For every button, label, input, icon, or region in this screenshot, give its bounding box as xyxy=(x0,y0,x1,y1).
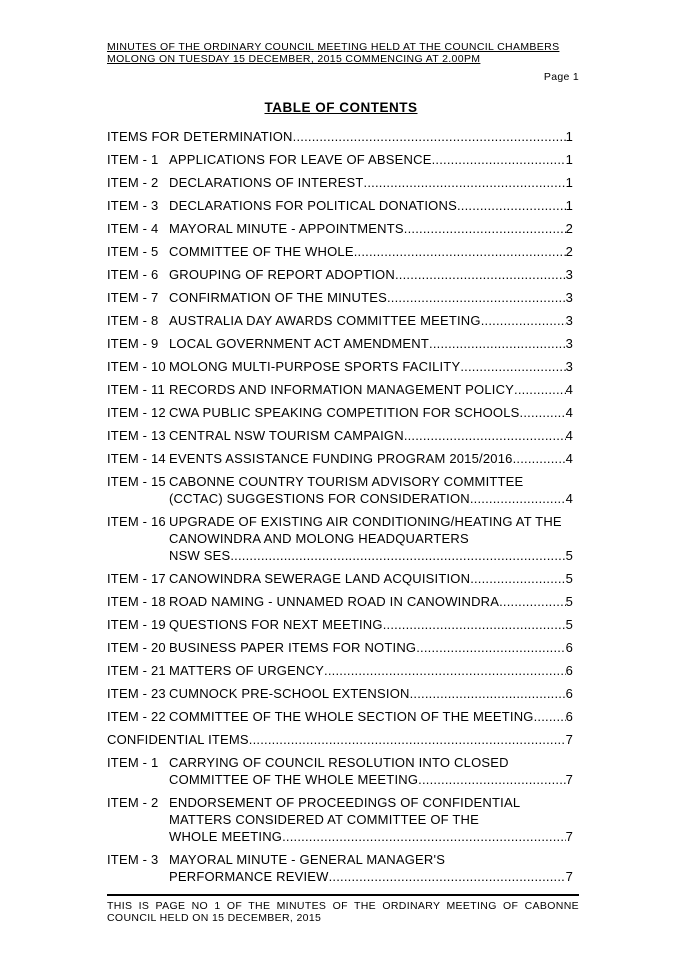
toc-item-title: COMMITTEE OF THE WHOLE SECTION OF THE MEETING xyxy=(169,709,534,724)
toc-page-number: 4 xyxy=(565,382,573,397)
toc-page-number: 2 xyxy=(565,244,573,259)
toc-entry-body xyxy=(169,473,573,507)
toc-entry xyxy=(107,450,573,467)
toc-item-number: ITEM - 2 xyxy=(107,175,159,190)
toc-item-title: NSW SES xyxy=(169,548,231,563)
page-footer xyxy=(107,894,579,924)
toc-item-number: ITEM - 6 xyxy=(107,267,159,282)
toc-item-line xyxy=(169,335,573,352)
toc-item-title: WHOLE MEETING xyxy=(169,829,283,844)
toc-entry xyxy=(107,731,573,748)
dot-leader xyxy=(499,593,565,610)
toc-entry-body xyxy=(169,266,573,283)
toc-entry-body xyxy=(169,616,573,633)
toc-item-number: ITEM - 7 xyxy=(107,290,159,305)
toc-entry-body xyxy=(169,312,573,329)
toc-item-line xyxy=(169,450,573,467)
page-number: Page 1 xyxy=(543,71,579,83)
toc-item-line xyxy=(169,220,573,237)
toc-item-line xyxy=(169,151,573,168)
toc-entry xyxy=(107,151,573,168)
toc-item-title: BUSINESS PAPER ITEMS FOR NOTING xyxy=(169,640,417,655)
toc-item-title: CWA PUBLIC SPEAKING COMPETITION FOR SCHOOLS xyxy=(169,405,520,420)
toc-item-line xyxy=(169,547,573,564)
toc-item-title: MOLONG MULTI-PURPOSE SPORTS FACILITY xyxy=(169,359,461,374)
toc-item-number: ITEM - 1 xyxy=(107,152,159,167)
toc-item-number: ITEM - 5 xyxy=(107,244,159,259)
toc-item-line xyxy=(169,708,573,725)
toc-page-number: 6 xyxy=(565,663,573,678)
toc-item-number: ITEM - 22 xyxy=(107,709,166,724)
toc-item-line xyxy=(169,197,573,214)
toc-page-number: 1 xyxy=(565,129,573,144)
toc-item-number: ITEM - 8 xyxy=(107,313,159,328)
toc-page-number: 1 xyxy=(565,152,573,167)
toc-item-title: CONFIDENTIAL ITEMS xyxy=(107,732,249,747)
toc-item-title-lead: UPGRADE OF EXISTING AIR CONDITIONING/HEATING AT THE CANOWINDRA AND MOLONG HEADQUARTERS xyxy=(169,514,562,546)
toc-page-number: 4 xyxy=(565,491,573,506)
dot-leader xyxy=(383,616,566,633)
toc-item-number: ITEM - 18 xyxy=(107,594,166,609)
toc-item-line xyxy=(169,868,573,885)
toc-item-title-lead: MAYORAL MINUTE - GENERAL MANAGER'S xyxy=(169,852,446,867)
toc-entry xyxy=(107,708,573,725)
dot-leader xyxy=(329,868,566,885)
toc-page-number: 5 xyxy=(565,571,573,586)
page-header xyxy=(107,41,579,83)
toc-entry xyxy=(107,243,573,260)
toc-entry-body xyxy=(169,381,573,398)
toc-item-line xyxy=(169,639,573,656)
dot-leader xyxy=(429,335,566,352)
toc-entry-body xyxy=(169,151,573,168)
toc-item-number: ITEM - 13 xyxy=(107,428,166,443)
toc-item-number: ITEM - 17 xyxy=(107,571,166,586)
toc-entry-body xyxy=(169,220,573,237)
toc-entry-body xyxy=(169,513,573,564)
toc-item-title: EVENTS ASSISTANCE FUNDING PROGRAM 2015/2016 xyxy=(169,451,513,466)
dot-leader xyxy=(282,828,565,845)
toc-item-number: ITEM - 14 xyxy=(107,451,166,466)
toc-entry xyxy=(107,851,573,885)
toc-page-number: 5 xyxy=(565,594,573,609)
toc-item-title: COMMITTEE OF THE WHOLE MEETING xyxy=(169,772,419,787)
dot-leader xyxy=(230,547,565,564)
toc-item-line xyxy=(169,828,573,845)
dot-leader xyxy=(293,128,566,145)
toc-item-number: ITEM - 3 xyxy=(107,198,159,213)
toc-entry xyxy=(107,404,573,421)
toc-entry-body xyxy=(169,427,573,444)
toc-item-number: ITEM - 10 xyxy=(107,359,166,374)
toc-entry-body xyxy=(169,754,573,788)
toc-entry xyxy=(107,358,573,375)
toc-entry-body xyxy=(169,450,573,467)
toc-item-line xyxy=(169,312,573,329)
toc-entry xyxy=(107,312,573,329)
toc-entry-body xyxy=(169,289,573,306)
toc-entry xyxy=(107,570,573,587)
dot-leader xyxy=(514,381,566,398)
toc-entry xyxy=(107,427,573,444)
dot-leader xyxy=(404,220,566,237)
toc-entry-body xyxy=(169,335,573,352)
toc-item-number: ITEM - 3 xyxy=(107,852,159,867)
toc-entry xyxy=(107,685,573,702)
toc-item-line xyxy=(169,358,573,375)
toc-page-number: 6 xyxy=(565,640,573,655)
toc-entry-body xyxy=(169,243,573,260)
toc-entry-body xyxy=(169,174,573,191)
toc-item-line xyxy=(169,243,573,260)
toc-entry xyxy=(107,289,573,306)
dot-leader xyxy=(404,427,566,444)
toc-entry xyxy=(107,662,573,679)
toc-entry xyxy=(107,794,573,845)
toc-item-number: ITEM - 15 xyxy=(107,474,166,489)
dot-leader xyxy=(410,685,566,702)
toc-page-number: 4 xyxy=(565,451,573,466)
dot-leader xyxy=(520,404,566,421)
dot-leader xyxy=(395,266,566,283)
toc-item-number: ITEM - 16 xyxy=(107,514,166,529)
toc-item-title: (CCTAC) SUGGESTIONS FOR CONSIDERATION xyxy=(169,491,470,506)
dot-leader xyxy=(470,570,565,587)
toc-item-line xyxy=(169,404,573,421)
toc-entry xyxy=(107,220,573,237)
toc-item-number: ITEM - 9 xyxy=(107,336,159,351)
toc-item-line xyxy=(169,427,573,444)
toc-page-number: 6 xyxy=(565,709,573,724)
toc-entry xyxy=(107,174,573,191)
toc-page-number: 4 xyxy=(565,405,573,420)
toc-item-title: PERFORMANCE REVIEW xyxy=(169,869,329,884)
toc-item-number: ITEM - 21 xyxy=(107,663,166,678)
toc-entry xyxy=(107,197,573,214)
toc-entry-body xyxy=(169,593,573,610)
dot-leader xyxy=(481,312,566,329)
toc-item-title: CENTRAL NSW TOURISM CAMPAIGN xyxy=(169,428,404,443)
toc-item-title: AUSTRALIA DAY AWARDS COMMITTEE MEETING xyxy=(169,313,481,328)
toc-page-number: 3 xyxy=(565,359,573,374)
toc-item-line xyxy=(169,662,573,679)
toc-entry-body xyxy=(107,128,573,145)
toc-page-number: 1 xyxy=(565,198,573,213)
toc-item-title-lead: CARRYING OF COUNCIL RESOLUTION INTO CLOSED xyxy=(169,755,509,770)
toc-item-title: APPLICATIONS FOR LEAVE OF ABSENCE xyxy=(169,152,432,167)
toc-entry xyxy=(107,128,573,145)
toc-page-number: 6 xyxy=(565,686,573,701)
toc-item-title: DECLARATIONS FOR POLITICAL DONATIONS xyxy=(169,198,457,213)
toc-entry xyxy=(107,335,573,352)
footer-text: THIS IS PAGE NO 1 OF THE MINUTES OF THE ORDINARY MEETING OF CABONNE COUNCIL HELD ON 15 DECEMBER, 2015 xyxy=(107,900,579,924)
toc-item-line xyxy=(169,771,573,788)
toc-entry-body xyxy=(169,570,573,587)
toc-item-title: CONFIRMATION OF THE MINUTES xyxy=(169,290,387,305)
toc-item-number: ITEM - 23 xyxy=(107,686,166,701)
toc-entry-body xyxy=(169,358,573,375)
toc-page-number: 2 xyxy=(565,221,573,236)
toc-item-title: DECLARATIONS OF INTEREST xyxy=(169,175,364,190)
toc-page-number: 5 xyxy=(565,617,573,632)
dot-leader xyxy=(416,639,565,656)
toc-page-number: 7 xyxy=(565,732,573,747)
dot-leader xyxy=(457,197,566,214)
toc-page-number: 7 xyxy=(565,772,573,787)
toc-entry-body xyxy=(169,685,573,702)
toc-item-line xyxy=(169,593,573,610)
dot-leader xyxy=(354,243,566,260)
toc-item-title: QUESTIONS FOR NEXT MEETING xyxy=(169,617,383,632)
toc-page-number: 3 xyxy=(565,313,573,328)
dot-leader xyxy=(324,662,566,679)
toc-item-line xyxy=(169,490,573,507)
toc-title: TABLE OF CONTENTS xyxy=(264,100,418,115)
toc-entry xyxy=(107,616,573,633)
toc-entry-body xyxy=(169,404,573,421)
toc-entry-body xyxy=(169,662,573,679)
toc-item-number: ITEM - 20 xyxy=(107,640,166,655)
toc-item-number: ITEM - 11 xyxy=(107,382,165,397)
toc-entry xyxy=(107,639,573,656)
toc-entry xyxy=(107,754,573,788)
toc-entry xyxy=(107,513,573,564)
toc-item-number: ITEM - 1 xyxy=(107,755,159,770)
dot-leader xyxy=(418,771,565,788)
toc-page-number: 7 xyxy=(565,829,573,844)
dot-leader xyxy=(513,450,566,467)
toc-entry-body xyxy=(169,794,573,845)
toc-page-number: 4 xyxy=(565,428,573,443)
dot-leader xyxy=(364,174,566,191)
toc-item-title: RECORDS AND INFORMATION MANAGEMENT POLICY xyxy=(169,382,515,397)
toc-entry-body xyxy=(169,851,573,885)
table-of-contents xyxy=(107,128,573,891)
toc-item-title: MATTERS OF URGENCY xyxy=(169,663,325,678)
toc-entry-body xyxy=(169,708,573,725)
toc-item-title: ROAD NAMING - UNNAMED ROAD IN CANOWINDRA xyxy=(169,594,500,609)
toc-item-line xyxy=(169,616,573,633)
toc-item-title-lead: CABONNE COUNTRY TOURISM ADVISORY COMMITTEE xyxy=(169,474,524,489)
toc-entry-body xyxy=(169,639,573,656)
toc-entry-body xyxy=(169,197,573,214)
toc-item-number: ITEM - 19 xyxy=(107,617,166,632)
toc-item-title: COMMITTEE OF THE WHOLE xyxy=(169,244,354,259)
dot-leader xyxy=(460,358,565,375)
toc-item-line xyxy=(169,289,573,306)
toc-item-line xyxy=(107,128,573,145)
toc-entry xyxy=(107,381,573,398)
toc-item-title: CANOWINDRA SEWERAGE LAND ACQUISITION xyxy=(169,571,471,586)
toc-item-title: GROUPING OF REPORT ADOPTION xyxy=(169,267,395,282)
toc-entry xyxy=(107,593,573,610)
toc-item-title-lead: ENDORSEMENT OF PROCEEDINGS OF CONFIDENTIAL MATTERS CONSIDERED AT COMMITTEE OF THE xyxy=(169,795,520,827)
toc-item-number: ITEM - 2 xyxy=(107,795,159,810)
toc-item-line xyxy=(169,685,573,702)
toc-item-title: ITEMS FOR DETERMINATION xyxy=(107,129,293,144)
header-line-1: MINUTES OF THE ORDINARY COUNCIL MEETING HELD AT THE COUNCIL CHAMBERS xyxy=(107,41,560,53)
toc-page-number: 1 xyxy=(565,175,573,190)
dot-leader xyxy=(470,490,566,507)
dot-leader xyxy=(387,289,566,306)
toc-entry xyxy=(107,266,573,283)
toc-page-number: 5 xyxy=(565,548,573,563)
toc-item-line xyxy=(169,266,573,283)
toc-item-number: ITEM - 4 xyxy=(107,221,159,236)
dot-leader xyxy=(534,708,566,725)
toc-item-line xyxy=(169,570,573,587)
toc-page-number: 3 xyxy=(565,290,573,305)
toc-item-number: ITEM - 12 xyxy=(107,405,166,420)
toc-item-title: CUMNOCK PRE-SCHOOL EXTENSION xyxy=(169,686,410,701)
dot-leader xyxy=(249,731,566,748)
toc-page-number: 3 xyxy=(565,267,573,282)
toc-item-line xyxy=(169,381,573,398)
toc-item-title: MAYORAL MINUTE - APPOINTMENTS xyxy=(169,221,404,236)
header-line-2: MOLONG ON TUESDAY 15 DECEMBER, 2015 COMMENCING AT 2.00PM xyxy=(107,53,481,65)
toc-entry-body xyxy=(107,731,573,748)
toc-page-number: 7 xyxy=(565,869,573,884)
toc-item-line xyxy=(169,174,573,191)
toc-item-line xyxy=(107,731,573,748)
dot-leader xyxy=(432,151,566,168)
toc-page-number: 3 xyxy=(565,336,573,351)
toc-item-title: LOCAL GOVERNMENT ACT AMENDMENT xyxy=(169,336,430,351)
toc-entry xyxy=(107,473,573,507)
